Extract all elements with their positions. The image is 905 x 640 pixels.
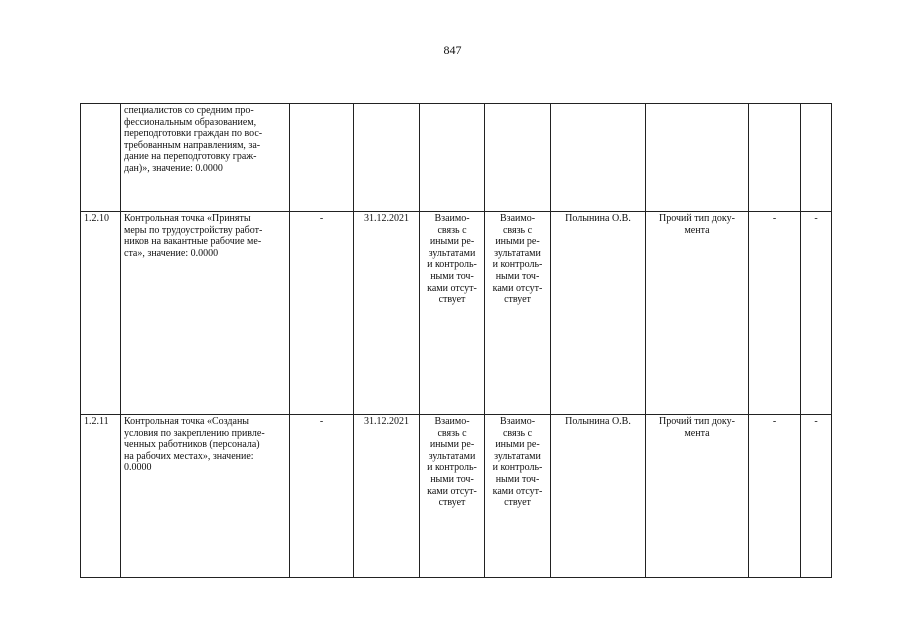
- table-row: [81, 104, 832, 212]
- row-number: 1.2.11: [81, 415, 121, 578]
- extra-column-9: -: [749, 212, 801, 415]
- table-row: [81, 415, 832, 578]
- control-points-table: [80, 103, 832, 578]
- table-row: [81, 212, 832, 415]
- page-number: 847: [443, 43, 462, 57]
- link-previous: [420, 104, 485, 212]
- row-number: [81, 104, 121, 212]
- responsible-person: [551, 104, 646, 212]
- responsible-person: Полынина О.В.: [551, 415, 646, 578]
- extra-column-10: -: [801, 415, 832, 578]
- link-previous: Взаимо- связь с иными ре- зультатами и контроль- ными точ- ками отсут- ствует: [420, 212, 485, 415]
- end-date: [354, 104, 420, 212]
- extra-column-10: [801, 104, 832, 212]
- start-date: -: [290, 212, 354, 415]
- extra-column-9: -: [749, 415, 801, 578]
- document-type: [646, 104, 749, 212]
- document-type: Прочий тип доку- мента: [646, 415, 749, 578]
- link-next: [485, 104, 551, 212]
- end-date: 31.12.2021: [354, 415, 420, 578]
- link-next: Взаимо- связь с иными ре- зультатами и контроль- ными точ- ками отсут- ствует: [485, 415, 551, 578]
- start-date: -: [290, 415, 354, 578]
- control-point-name: специалистов со средним про- фессиональным образованием, переподготовки граждан по вос- требованным направлениям, за- дание на переподготовку граж- дан)», значение: 0.0000: [121, 104, 290, 212]
- document-type: Прочий тип доку- мента: [646, 212, 749, 415]
- control-point-name: Контрольная точка «Созданы условия по закреплению привле- ченных работников (персонала) на рабочих местах», значение: 0.0000: [121, 415, 290, 578]
- extra-column-9: [749, 104, 801, 212]
- responsible-person: Полынина О.В.: [551, 212, 646, 415]
- link-next: Взаимо- связь с иными ре- зультатами и контроль- ными точ- ками отсут- ствует: [485, 212, 551, 415]
- extra-column-10: -: [801, 212, 832, 415]
- control-point-name: Контрольная точка «Приняты меры по трудоустройству работ- ников на вакантные рабочие ме- ста», значение: 0.0000: [121, 212, 290, 415]
- start-date: [290, 104, 354, 212]
- end-date: 31.12.2021: [354, 212, 420, 415]
- row-number: 1.2.10: [81, 212, 121, 415]
- link-previous: Взаимо- связь с иными ре- зультатами и контроль- ными точ- ками отсут- ствует: [420, 415, 485, 578]
